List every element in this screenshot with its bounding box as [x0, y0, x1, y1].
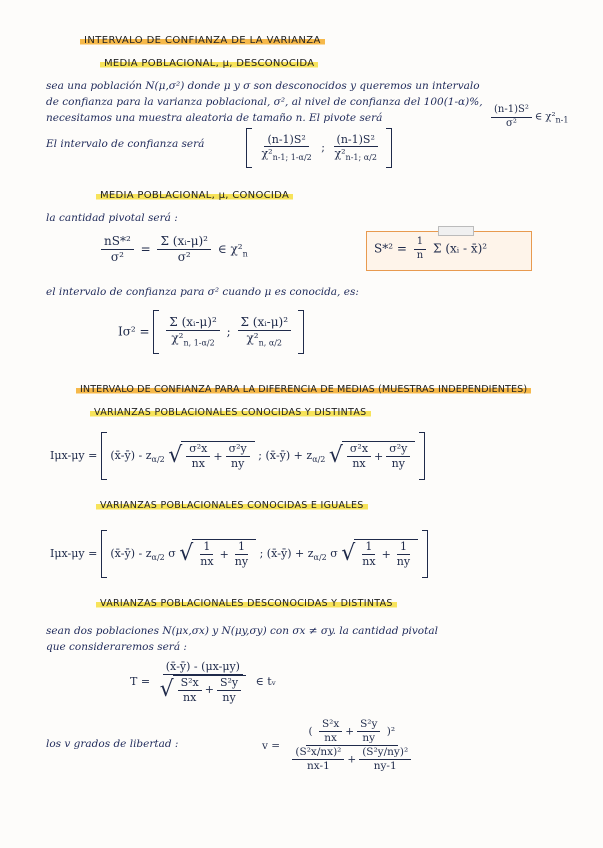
piv2-num-b: Σ (xᵢ-μ)²: [157, 234, 211, 250]
piv2-tail-sub: n: [242, 249, 248, 259]
pivot-chi-sub: n-1: [555, 115, 569, 125]
ci3-d2-b: ny: [391, 457, 405, 470]
clip-decoration: [438, 226, 474, 236]
text-line: sea una población N(μ,σ²) donde μ y σ son desconocidos y queremos un intervalo: [46, 80, 480, 92]
subheading-known-equal: VARIANZAS POBLACIONALES CONOCIDAS E IGUALES: [96, 500, 368, 511]
text-line: sean dos poblaciones N(μx,σx) y N(μy,σy) con σx ≠ σy. la cantidad pivotal: [46, 625, 438, 637]
pivot-chi: ∈ χ²: [534, 111, 556, 123]
t-sy: S²y: [217, 676, 241, 691]
plus: +: [381, 548, 391, 561]
bracket-left: [101, 530, 107, 578]
t-ny: ny: [222, 690, 236, 704]
ci4-one-a: 1: [200, 540, 213, 555]
ci2-label: Iσ² =: [118, 324, 150, 339]
ci1-den-b-sub: n-1; α/2: [345, 153, 377, 163]
v-top: ( $\frac{\text{S²x}}{nx}$ + $\frac{\text{S²y}}{ny}$ )²: [306, 718, 399, 746]
ci4-one-b: 1: [235, 540, 248, 555]
ci4-mid: ; (x̄-ȳ) + z: [259, 547, 314, 560]
box-frac-num: 1: [414, 236, 426, 250]
v-sx: S²x: [319, 718, 342, 732]
text-line: que consideraremos será :: [46, 641, 187, 653]
v-bot-b-num: (S²y/ny)²: [359, 746, 411, 760]
subheading-unknown-distinct: VARIANZAS POBLACIONALES DESCONOCIDAS Y DISTINTAS: [96, 598, 397, 609]
v-bottom: [286, 746, 417, 773]
ci2-den-a-sub: n, 1-α/2: [183, 338, 215, 348]
ci2-num-a: Σ (xᵢ-μ)²: [166, 315, 220, 331]
text-line: la cantidad pivotal será :: [46, 212, 178, 224]
ci4-ny-a: ny: [234, 555, 249, 568]
subheading-known-distinct: VARIANZAS POBLACIONALES CONOCIDAS Y DISTINTAS: [90, 407, 371, 418]
v-lhs: v =: [262, 739, 281, 752]
ci-known-equal-formula: [50, 530, 428, 578]
v-bot-b-den: ny-1: [373, 760, 397, 773]
ci3-diff: (x̄-ȳ) - z: [110, 449, 152, 462]
sqrt-icon: √: [168, 443, 183, 468]
ci4-diff: (x̄-ȳ) - z: [110, 547, 152, 560]
pivot-formula: [488, 104, 568, 130]
ci3-n2-b: σ²y: [386, 442, 410, 457]
df-formula: [262, 718, 420, 774]
ci1-den-a-sub: n-1; 1-α/2: [272, 153, 312, 163]
v-nx: nx: [324, 732, 337, 745]
ci1-sep: ;: [321, 141, 325, 154]
ci3-n2: σ²y: [226, 442, 250, 457]
ci3-sub-b: α/2: [312, 455, 326, 465]
sqrt-icon: √: [159, 676, 174, 702]
ci4-sub-b: α/2: [313, 553, 327, 563]
equals: =: [140, 242, 151, 256]
ci4-label: Iμx-μy =: [50, 547, 98, 560]
ci2-num-b: Σ (xᵢ-μ)²: [238, 315, 292, 331]
text-line: el intervalo de confianza para σ² cuando μ es conocida, es:: [46, 286, 359, 298]
v-bot-a-den: nx-1: [307, 760, 330, 773]
ci2-sep: ;: [226, 324, 231, 339]
pivot-den: σ²: [506, 117, 517, 129]
plus: +: [213, 450, 223, 463]
pivot-num: (n-1)S²: [491, 104, 532, 118]
ci1-den-b: χ²: [334, 147, 346, 161]
t-sx: S²x: [178, 676, 202, 691]
ci3-mid: ; (x̄-ȳ) + z: [258, 449, 313, 462]
plus: +: [219, 548, 229, 561]
ci4-nx-a: nx: [200, 555, 214, 568]
t-nx: nx: [183, 690, 197, 704]
text-line: los v grados de libertad :: [46, 738, 179, 750]
ci-known-distinct-formula: [50, 432, 425, 480]
box-formula: [374, 236, 487, 262]
ci4-one-d: 1: [397, 540, 410, 555]
piv2-tail: ∈ χ²: [217, 242, 243, 256]
t-statistic-formula: [130, 660, 276, 704]
sqrt-icon: √: [328, 443, 343, 468]
ci4-sub: α/2: [151, 553, 165, 563]
ci1-num-b: (n-1)S²: [334, 133, 378, 148]
pivot-known-formula: [98, 234, 248, 265]
ci1-num-a: (n-1)S²: [264, 133, 308, 148]
ci3-sub: α/2: [151, 455, 165, 465]
ci4-one-c: 1: [362, 540, 375, 555]
t-tail: ∈ tᵥ: [255, 675, 276, 689]
plus: +: [204, 683, 214, 697]
bracket-right: [386, 128, 392, 168]
ci4-sigma-b: σ: [330, 547, 338, 560]
plus: +: [347, 753, 357, 766]
box-rhs: Σ (xᵢ - x̄)²: [433, 241, 488, 256]
box-frac-den: n: [416, 249, 424, 261]
ci-known-formula: [118, 310, 304, 354]
ci-variance-formula: [246, 128, 392, 168]
subheading-mean-known: MEDIA POBLACIONAL, μ, CONOCIDA: [96, 190, 293, 201]
bracket-right: [298, 310, 304, 354]
box-lhs: S*² =: [374, 241, 407, 256]
ci2-den-b-sub: n, α/2: [258, 338, 283, 348]
piv2-den-b: σ²: [177, 250, 191, 264]
heading-ci-variance: INTERVALO DE CONFIANZA DE LA VARIANZA: [80, 35, 325, 46]
t-lhs: T =: [130, 675, 151, 689]
t-num: (x̄-ȳ) - (μx-μy): [163, 660, 243, 675]
v-bot-a-num: (S²x/nx)²: [292, 746, 344, 760]
plus: +: [374, 450, 384, 463]
ci3-label: Iμx-μy =: [50, 449, 98, 462]
ci1-den-a: χ²: [261, 147, 273, 161]
ci4-nx-b: nx: [362, 555, 376, 568]
piv2-num: nS*²: [101, 234, 134, 250]
ci3-d1-b: nx: [352, 457, 366, 470]
ci2-den-b: χ²: [246, 331, 259, 346]
sqrt-icon: √: [179, 541, 194, 566]
bracket-right: [419, 432, 425, 480]
piv2-den: σ²: [110, 250, 124, 264]
subheading-mean-unknown: MEDIA POBLACIONAL, μ, DESCONOCIDA: [100, 58, 318, 69]
ci3-n1: σ²x: [186, 442, 210, 457]
sqrt-icon: √: [341, 541, 356, 566]
text-line: necesitamos una muestra aleatoria de tamaño n. El pivote será: [46, 112, 383, 124]
ci3-d1: nx: [191, 457, 205, 470]
bracket-right: [422, 530, 428, 578]
bracket-left: [101, 432, 107, 480]
v-sy: S²y: [357, 718, 380, 732]
ci3-d2: ny: [231, 457, 245, 470]
bracket-left: [153, 310, 159, 354]
ci2-den-a: χ²: [171, 331, 184, 346]
heading-ci-diff-means: INTERVALO DE CONFIANZA PARA LA DIFERENCIA DE MEDIAS (MUESTRAS INDEPENDIENTES): [76, 384, 531, 395]
text-line: de confianza para la varianza poblacional, σ², al nivel de confianza del 100(1-α)%,: [46, 96, 483, 108]
text-line: El intervalo de confianza será: [46, 138, 205, 150]
v-ny: ny: [362, 732, 376, 745]
ci3-n1-b: σ²x: [347, 442, 371, 457]
plus: +: [345, 725, 355, 738]
bracket-left: [246, 128, 252, 168]
ci4-sigma: σ: [168, 547, 176, 560]
ci4-ny-b: ny: [396, 555, 411, 568]
